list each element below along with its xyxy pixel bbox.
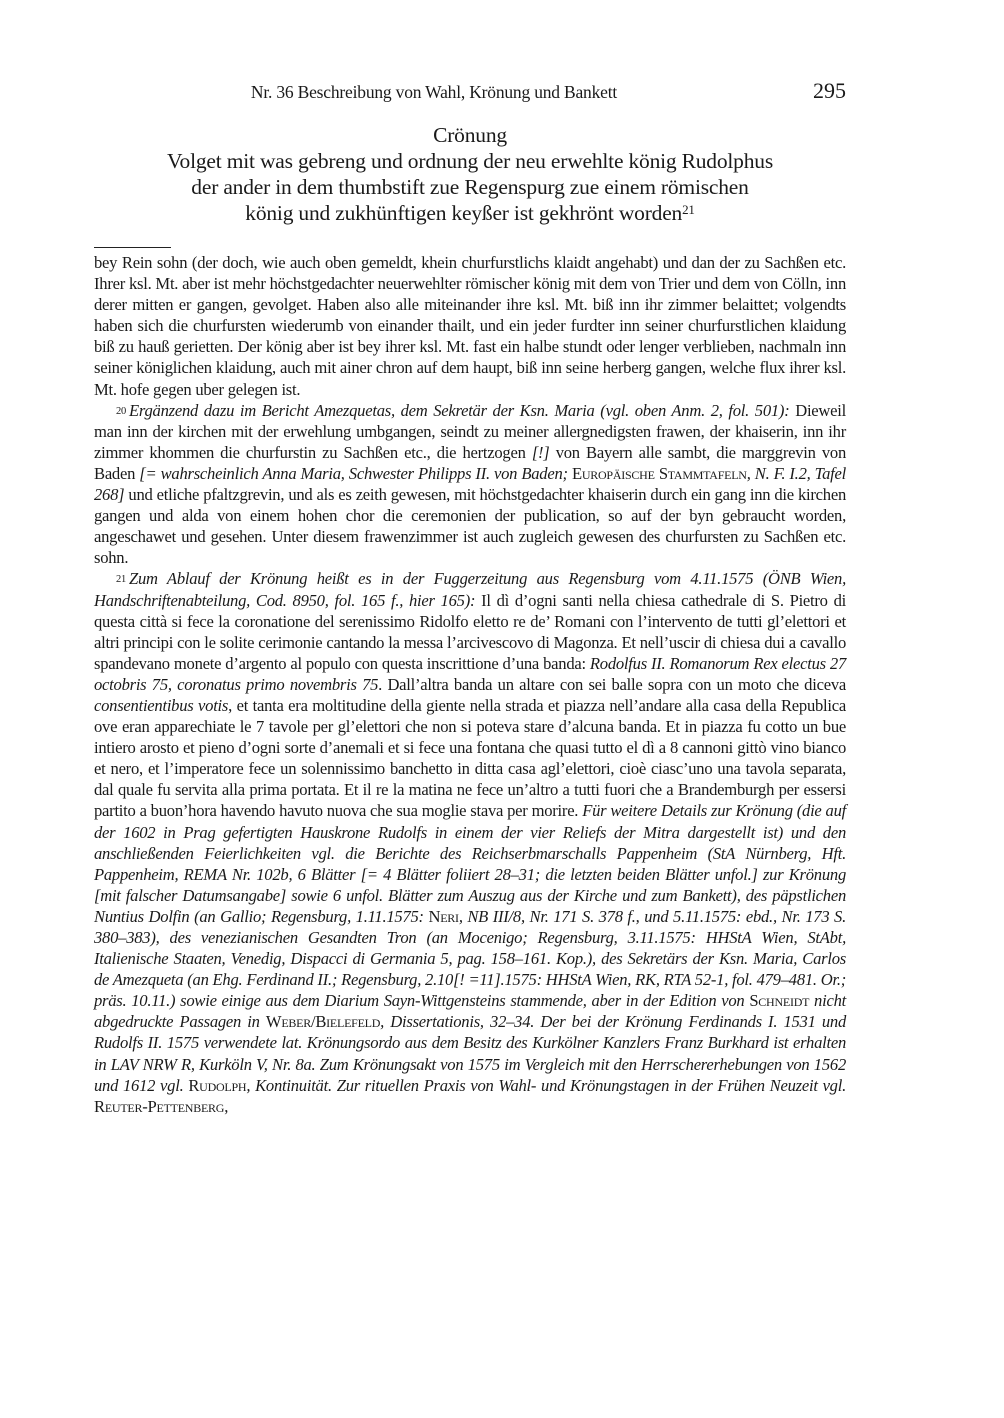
heading-line: der ander in dem thumbstift zue Regenspurg zue einem römischen	[191, 175, 749, 199]
quote-text: , et tanta era moltitudine della giente nella strada et piazza nell’andare alla casa della Republica ove eran apparechiate le 7 tavole per gl’elettori che non si poteva stare d’alcuna banda. Et in piazza fu cotto un bue intiero arosto et pieno d’ogni sorte d’anemali et si fece una fontana che quasi tutto el dì a 8 cannoni gittò vino bianco et nero, et l’imperatore fece un solennissimo banchetto in ditta casa agl’elettori, cioè ciasc’uno una tavola separata, dal quale fu servita alla prima portata. Et il re la matina ne fece un’altro a tutti fuori che a Brandemburgh per essersi partito a buon’hora havendo havuto nuova che sua moglie stava per morire.	[94, 695, 846, 821]
commentary: , Dissertationis, 32–34. Der bei der Krönung Ferdinands I. 1531 und Rudolfs II. 1575 verwendete lat. Krönungsordo aus dem Besitz des Kurkölner Kanzlers Franz Burkhard ist erhalten in LAV NRW R, Kurköln V, Nr. 8a. Zum Krönungsakt von 1575 im Vergleich mit den Herrschererhebungen von 1562 und 1612 vgl.	[94, 1012, 846, 1095]
quote-text: von Bayern alle sambt, die marggrevin von Baden	[94, 442, 846, 483]
footnote-continuation: bey Rein sohn (der doch, wie auch oben gemeldt, khein churfurstlichs klaidt angehabt) und dan der zu Sachßen etc. Ihrer ksl. Mt. aber ist mehr höchstgedachter neuerwehlter römischer könig mit dem von Trier und dem von Cölln, inn derer mitten er gangen, gevolget. Haben also alle miteinander ihre ksl. Mt. biß inn ihr zimmer belaittet; volgendts haben sich die churfursten wiederumb von einander thailt, und ein jeder furdter inn seiner churfurstlichen klaidung biß zu hauß gerietten. Der könig aber ist bey ihrer ksl. Mt. fast ein halbe stundt oder lenger verblieben, nachmaln inn seiner königlichen klaidung, auch mit ainer chron auf dem haupt, biß inn seine herberg gangen, welche flux ihrer ksl. Mt. hofe gegen uber gelegen ist.	[94, 253, 846, 399]
page-number: 295	[813, 78, 846, 103]
citation-smallcaps: Schneidt	[749, 991, 810, 1011]
footnote-number: 20	[116, 405, 126, 417]
citation-smallcaps: Weber/Bielefeld	[265, 1012, 381, 1032]
inscription: Rodolfus II. Romanorum Rex electus 27 octobris 75, coronatus primo novembris 75	[94, 653, 846, 694]
footnotes	[94, 252, 846, 1117]
punctuation: ,	[224, 1096, 229, 1116]
editorial-note: , N. F. I.2, Tafel 268]	[94, 463, 847, 505]
commentary: Für weitere Details zur Krönung (die auf der 1602 in Prag gefertigten Hauskrone Rudolfs in einem der vier Reliefs der Mitra dargestellt ist) und den anschließenden Feierlichkeiten vgl. die Berichte des Reichserbmarschalls Pappenheim (StA Nürnberg, Hft. Pappenheim, REMA Nr. 102b, 6 Blätter [= 4 Blätter foliiert 28–31; die letzten beiden Blätter unfol.] zur Krönung [mit falscher Datumsangabe] sowie 6 unfol. Blätter zum Auszug aus der Kirche und zum Bankett), des päpstlichen Nuntius Dolfin (an Gallio; Regensburg, 1.11.1575:	[94, 801, 846, 926]
running-head	[94, 80, 846, 106]
footnote-intro: Ergänzend dazu im Bericht Amezquetas, dem Sekretär der Ksn. Maria (vgl. oben Anm. 2, fol. 501):	[129, 400, 790, 420]
editorial-note: [= wahrscheinlich Anna Maria, Schwester Philipps II. von Baden;	[139, 463, 568, 483]
footnote-intro: Zum Ablauf der Krönung heißt es in der Fuggerzeitung aus Regensburg vom 4.11.1575 (ÖNB Wien, Handschriftenabteilung, Cod. 8950, fol. 165 f., hier 165):	[94, 569, 846, 610]
footnote-ref[interactable]: 21	[682, 202, 695, 217]
commentary: , NB III/8, Nr. 171 S. 378 f., und 5.11.1575: ebd., Nr. 173 S. 380–383), des venezianischen Gesandten Tron (an Mocenigo; Regensburg, 3.11.1575: HHStA Wien, StAbt, Italienische Staaten, Venedig, Dispacci di Germania 5, pag. 158–161. Kop.), des Sekretärs der Ksn. Maria, Carlos de Amezqueta (an Ehg. Ferdinand II.; Regensburg, 2.10[! =11].1575: HHStA Wien, RK, RTA 52-1, fol. 479–481. Or.; präs. 10.11.) sowie einige aus dem Diarium Sayn-Wittgensteins stammende, aber in der Edition von	[94, 906, 846, 1011]
section-heading	[74, 122, 866, 226]
quote-text: Il dì d’ogni santi nella chiesa cathedrale di S. Pietro di questa città si fece la coronatione del serenissimo Ridolfo eletto re de’ Romani con l’intervento de tutti gl’elettori et altri principi con le solite cerimonie cantando la messa l’arcivescovo di Magonza. Et nell’uscir di chiesa dui a cavallo spandevano monete d’argento al populo con questa inscrittione d’una banda:	[94, 590, 846, 673]
citation-smallcaps: Reuter-Pettenberg	[94, 1096, 225, 1116]
citation-smallcaps: Neri	[428, 906, 459, 926]
footnote-20	[94, 400, 846, 569]
commentary: nicht abgedruckte Passagen in	[94, 991, 846, 1032]
heading-line-text: könig und zukhünftigen keyßer ist gekhrönt worden	[245, 201, 683, 225]
heading-line	[74, 200, 866, 226]
quote-text: . Dall’altra banda un altare con sei balle sopra con un moto che diceva	[378, 674, 846, 694]
heading-title: Crönung	[433, 123, 507, 147]
footnote-divider	[94, 247, 171, 248]
footnote-number: 21	[116, 574, 126, 586]
running-title: Nr. 36 Beschreibung von Wahl, Krönung und Bankett	[250, 82, 618, 102]
quote-text: und etliche pfaltzgrevin, und als es zeith gewesen, mit höchstgedachter khaiserin durch ein gang inn die kirchen gangen und alda von einem hohen chor die ceremonien der publication, so auf der byn gebraucht worden, angeschawet und gesehen. Unter diesem frawenzimmer ist auch zugleich gewesen des churfursten zu Sachßen etc. sohn.	[94, 485, 846, 568]
heading-line: Volget mit was gebreng und ordnung der neu erwehlte könig Rudolphus	[166, 149, 774, 173]
motto: consentientibus votis	[94, 695, 229, 715]
commentary: , Kontinuität. Zur rituellen Praxis von Wahl- und Krönungstagen in der Frühen Neuzeit vgl.	[246, 1075, 846, 1095]
sic-mark: [!]	[531, 442, 550, 462]
citation-smallcaps: Rudolph	[188, 1075, 247, 1095]
citation-smallcaps: Europäische Stammtafeln	[567, 463, 747, 483]
footnote-21	[94, 568, 846, 1116]
quote-text: Dieweil man inn der kirchen mit der erwehlung umbgangen, seindt zu meiner allergnedigsten frawen, der khaiserin, inn ihr zimmer khommen die churfurstin zu Sachßen etc., die hertzogen	[94, 400, 846, 462]
